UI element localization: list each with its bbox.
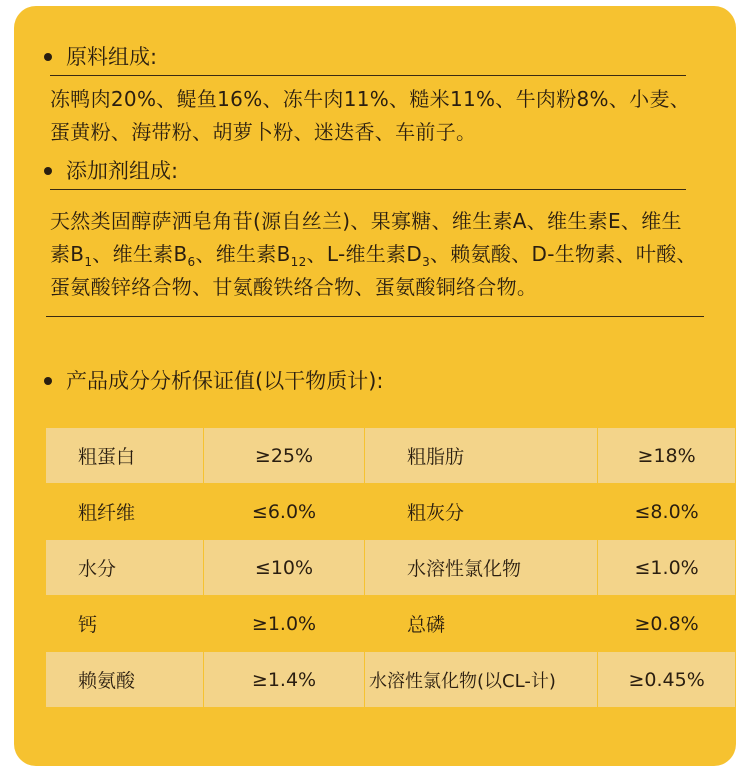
divider: [50, 189, 686, 190]
subscript: 3: [422, 255, 430, 269]
additives-text-part: 、维生素B: [92, 242, 188, 266]
table-row: [46, 428, 736, 484]
nutrient-name: 钙: [46, 596, 204, 652]
nutrient-value: ≥25%: [203, 428, 364, 484]
bullet-icon: [44, 167, 52, 175]
nutrient-value: ≤6.0%: [203, 484, 364, 540]
subscript: 6: [187, 255, 196, 269]
bullet-icon: [44, 53, 52, 61]
nutrient-value: ≤8.0%: [598, 484, 736, 540]
nutrient-name: 水溶性氯化物: [365, 540, 598, 596]
subscript: 12: [290, 255, 307, 269]
additives-text-part: 、L-维生素D: [306, 242, 423, 266]
nutrient-name: 赖氨酸: [46, 652, 204, 708]
nutrient-name: 水分: [46, 540, 204, 596]
additives-text-part: 天然类固醇萨洒皂角苷(源自丝兰)、果寡糖、维生素A、维生素E、维生素B: [50, 209, 682, 266]
additives-text-part: 、维生素B: [195, 242, 291, 266]
nutrient-name: 粗蛋白: [46, 428, 204, 484]
nutrient-value: ≤10%: [203, 540, 364, 596]
nutrient-value: ≥0.45%: [598, 652, 736, 708]
table-row: [46, 484, 736, 540]
nutrient-name: 总磷: [365, 596, 598, 652]
ingredients-heading: [44, 44, 157, 70]
nutrient-value: ≥1.4%: [203, 652, 364, 708]
ingredients-heading-text: 原料组成:: [66, 45, 158, 69]
additives-text: [50, 205, 700, 304]
nutrient-value: ≥1.0%: [203, 596, 364, 652]
additives-text-part: 、赖氨酸、D-生物素、叶酸、蛋氨酸锌络合物、甘氨酸铁络合物、蛋氨酸铜络合物。: [50, 242, 697, 299]
analysis-heading-text: 产品成分分析保证值(以干物质计):: [66, 369, 384, 393]
subscript: 1: [84, 255, 93, 269]
ingredients-text: 冻鸭肉20%、鳀鱼16%、冻牛肉11%、糙米11%、牛肉粉8%、小麦、蛋黄粉、海带粉、胡萝卜粉、迷迭香、车前子。: [50, 87, 691, 144]
nutrient-name: 粗纤维: [46, 484, 204, 540]
nutrition-card: [14, 6, 736, 766]
divider: [50, 75, 686, 76]
nutrient-value: ≤1.0%: [598, 540, 736, 596]
nutrient-name: 水溶性氯化物(以CL-计): [365, 652, 598, 708]
analysis-table: [45, 427, 736, 708]
additives-heading-text: 添加剂组成:: [66, 159, 179, 183]
nutrient-name: 粗灰分: [365, 484, 598, 540]
table-row: [46, 652, 736, 708]
additives-heading: [44, 158, 178, 184]
divider: [46, 316, 704, 317]
analysis-heading: [44, 368, 383, 394]
table-row: [46, 540, 736, 596]
nutrient-name: 粗脂肪: [365, 428, 598, 484]
table-row: [46, 596, 736, 652]
bullet-icon: [44, 377, 52, 385]
nutrient-value: ≥0.8%: [598, 596, 736, 652]
nutrient-value: ≥18%: [598, 428, 736, 484]
